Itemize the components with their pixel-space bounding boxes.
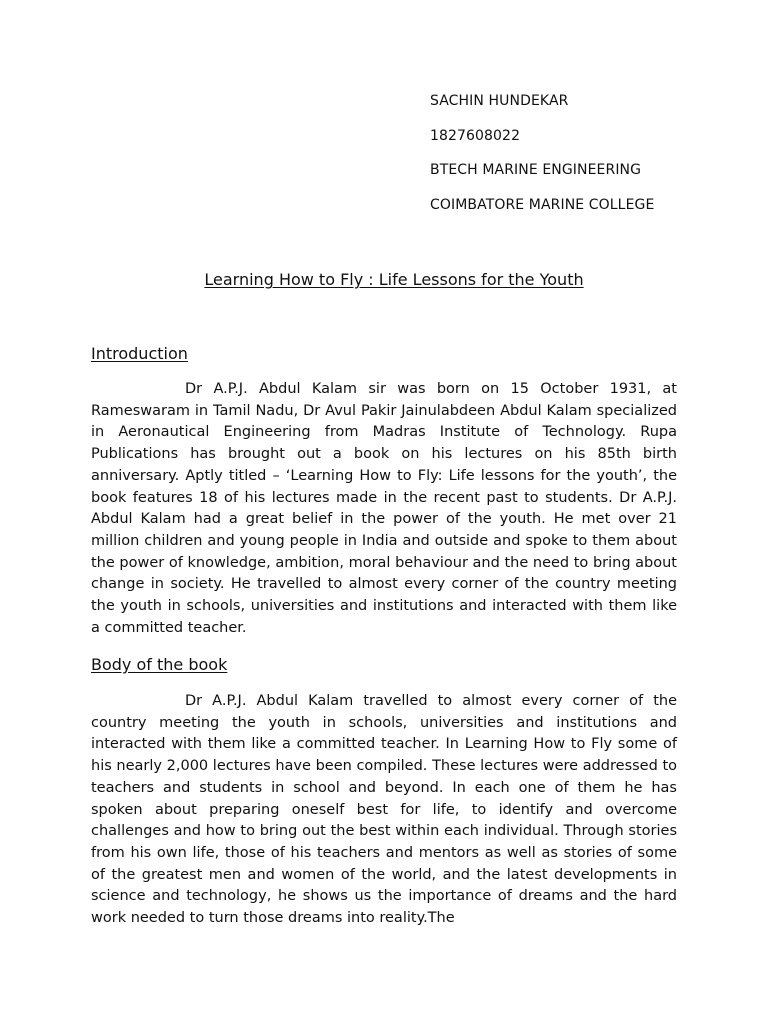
- body-text: Dr A.P.J. Abdul Kalam travelled to almost every corner of the country meeting the youth in schools, universities and institutions and interacted with them like a committed teacher. In Learning How to Fly some of his nearly 2,000 lectures have been compiled. These lectures were addressed to teachers and students in school and beyond. In each one of them he has spoken about preparing oneself best for life, to identify and overcome challenges and how to bring out the best within each individual. Through stories from his own life, those of his teachers and mentors as well as stories of some of the greatest men and women of the world, and the latest developments in science and technology, he shows us the importance of dreams and the hard work needed to turn those dreams into reality.The: [91, 693, 677, 927]
- body-heading: Body of the book: [91, 655, 228, 674]
- document-title: Learning How to Fly : Life Lessons for the Youth: [204, 270, 584, 289]
- author-course: BTECH MARINE ENGINEERING: [430, 162, 642, 178]
- author-name: SACHIN HUNDEKAR: [430, 93, 569, 109]
- author-college: COIMBATORE MARINE COLLEGE: [430, 196, 655, 213]
- body-paragraph: [91, 691, 677, 930]
- author-id-number: 1827608022: [430, 127, 521, 144]
- introduction-text: Dr A.P.J. Abdul Kalam sir was born on 15 October 1931, at Rameswaram in Tamil Nadu, Dr Avul Pakir Jainulabdeen Abdul Kalam specialized in Aeronautical Engineering from Madras Institute of Technology. Rupa Publications has brought out a book on his lectures on his 85th birth anniversary. Aptly titled – ‘Learning How to Fly: Life lessons for the youth’, the book features 18 of his lectures made in the recent past to students. Dr A.P.J. Abdul Kalam had a great belief in the power of the youth. He met over 21 million children and young people in India and outside and spoke to them about the power of knowledge, ambition, moral behaviour and the need to bring about change in society. He travelled to almost every corner of the country meeting the youth in schools, universities and institutions and interacted with them like a committed teacher.: [91, 381, 677, 636]
- introduction-heading: Introduction: [91, 344, 188, 363]
- author-details: [430, 93, 654, 231]
- introduction-paragraph: [91, 379, 677, 639]
